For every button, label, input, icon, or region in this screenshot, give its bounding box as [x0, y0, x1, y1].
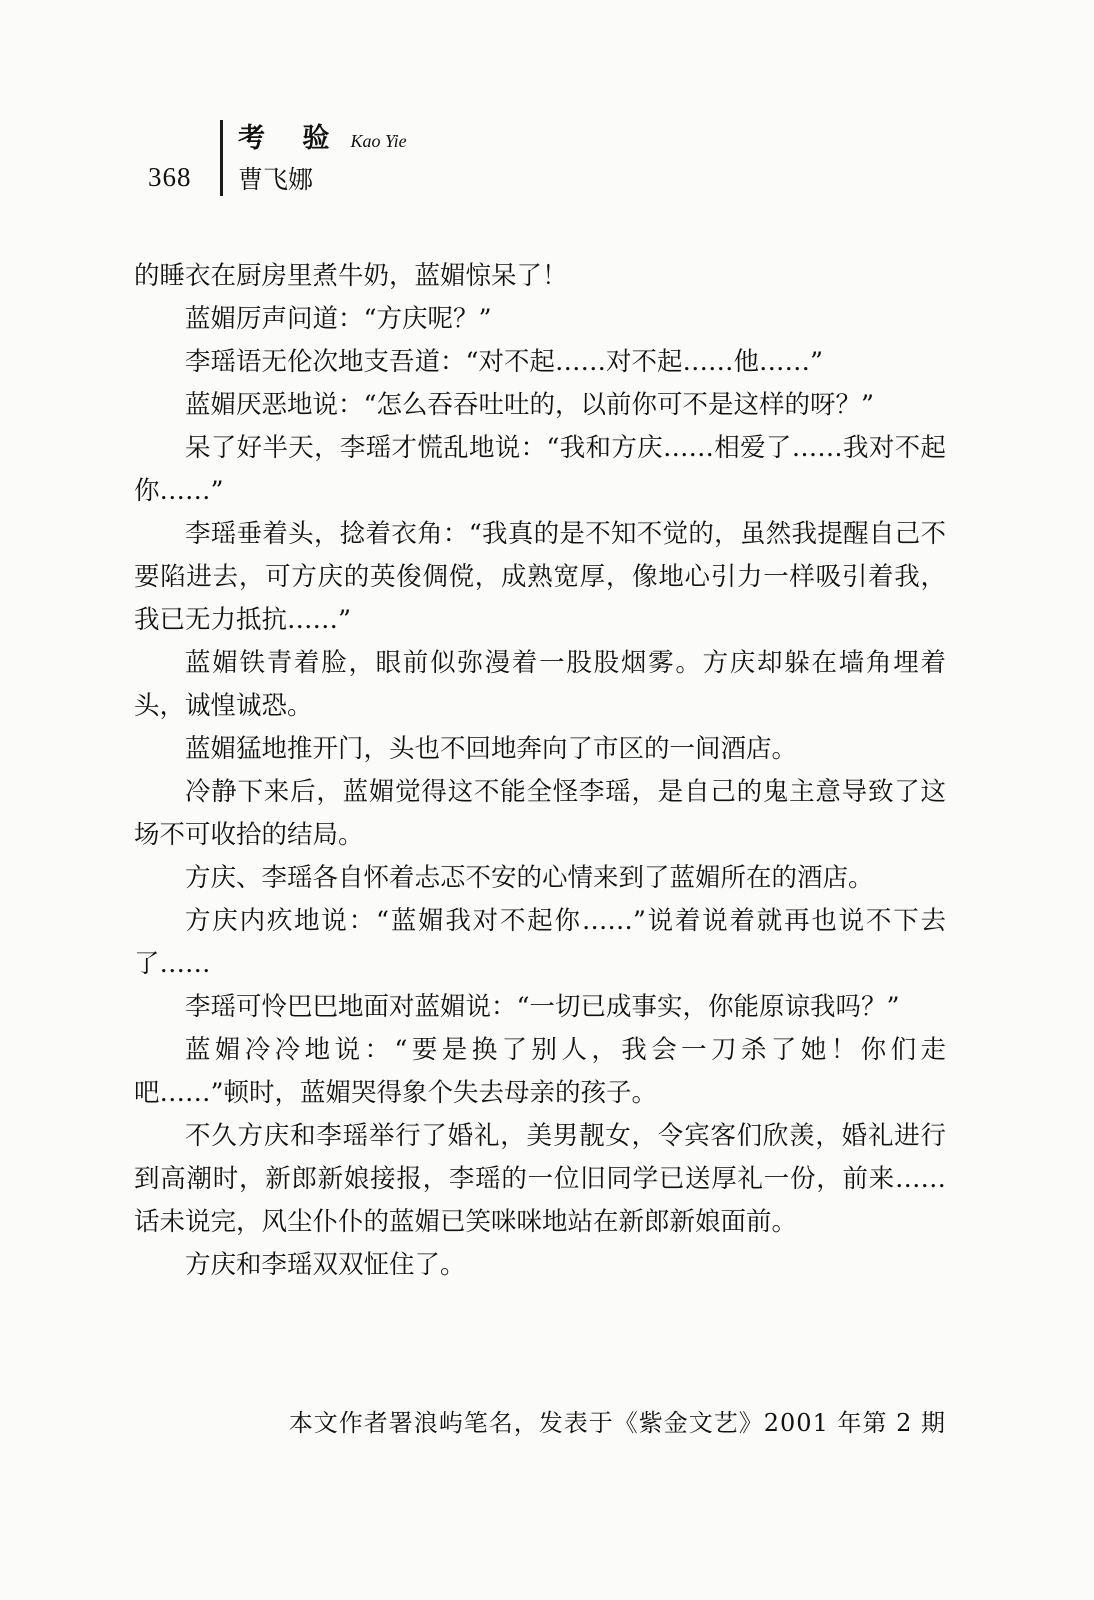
paragraph: 方庆、李瑶各自怀着忐忑不安的心情来到了蓝媚所在的酒店。: [185, 863, 874, 893]
page-header: [142, 110, 642, 200]
header-divider: [220, 120, 223, 196]
paragraph: 蓝媚猛地推开门，头也不回地奔向了市区的一间酒店。: [185, 734, 798, 764]
paragraph: 呆了好半天，李瑶才慌乱地说：“我和方庆……相爱了……我对不起你……”: [134, 433, 946, 506]
chapter-title-pinyin: Kao Yie: [350, 131, 407, 151]
paragraph: 冷静下来后，蓝媚觉得这不能全怪李瑶，是自己的鬼主意导致了这场不可收拾的结局。: [134, 777, 946, 850]
paragraph: 蓝媚厉声问道：“方庆呢？”: [185, 304, 492, 334]
paragraph: 方庆内疚地说：“蓝媚我对不起你……”说着说着就再也说不下去了……: [134, 906, 946, 979]
chapter-title: 考 验: [238, 123, 344, 154]
paragraph: 李瑶语无伦次地支吾道：“对不起……对不起……他……”: [185, 347, 824, 377]
paragraph: 蓝媚厌恶地说：“怎么吞吞吐吐的，以前你可不是这样的呀？”: [185, 390, 875, 420]
story-body: [134, 255, 946, 1287]
paragraph: 蓝媚铁青着脸，眼前似弥漫着一股股烟雾。方庆却躲在墙角埋着头，诚惶诚恐。: [134, 648, 946, 721]
paragraph: 李瑶垂着头，捻着衣角：“我真的是不知不觉的，虽然我提醒自己不要陷进去，可方庆的英俊倜傥，成熟宽厚，像地心引力一样吸引着我，我已无力抵抗……”: [134, 519, 946, 635]
paragraph: 的睡衣在厨房里煮牛奶，蓝媚惊呆了！: [134, 261, 568, 291]
source-note: 本文作者署浪屿笔名，发表于《紫金文艺》2001 年第 2 期: [288, 1409, 946, 1437]
title-line: [238, 116, 407, 155]
paragraph: 不久方庆和李瑶举行了婚礼，美男靓女，令宾客们欣羡，婚礼进行到高潮时，新郎新娘接报，李瑶的一位旧同学已送厚礼一份，前来……话未说完，风尘仆仆的蓝媚已笑咪咪地站在新郎新娘面前。: [134, 1121, 946, 1237]
paragraph: 方庆和李瑶双双怔住了。: [185, 1250, 466, 1280]
paragraph: 李瑶可怜巴巴地面对蓝媚说：“一切已成事实，你能原谅我吗？”: [185, 992, 900, 1022]
paragraph: 蓝媚冷冷地说：“要是换了别人，我会一刀杀了她！你们走吧……”顿时，蓝媚哭得象个失去母亲的孩子。: [134, 1035, 946, 1108]
page-number: 368: [148, 162, 192, 192]
author-name: 曹飞娜: [238, 165, 314, 194]
